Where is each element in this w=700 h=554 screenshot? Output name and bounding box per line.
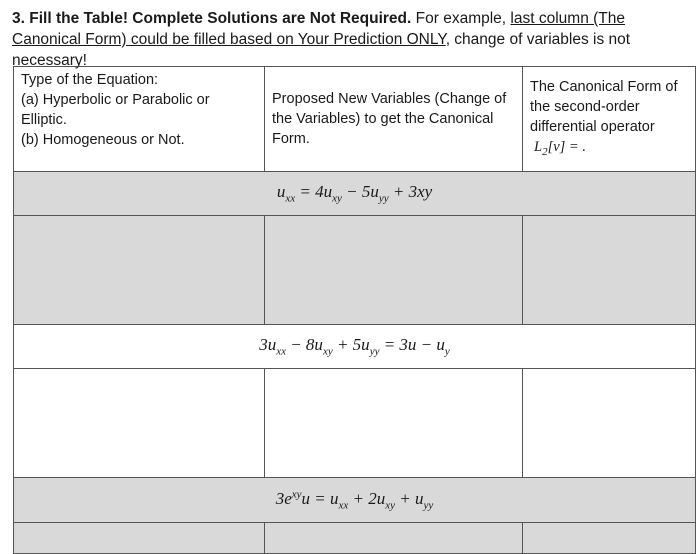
header-row: [14, 67, 696, 172]
answer-cell-canonical-1[interactable]: [523, 216, 696, 325]
answer-table: [13, 66, 696, 554]
header-col3-line: differential operator: [530, 118, 655, 135]
equation-1-text: $u_{xx} = 4u_{xy} - 5u_{yy} + 3xy$: [276, 182, 433, 205]
answer-cell-variables-1[interactable]: [265, 216, 523, 325]
answer-row-2: [14, 369, 696, 478]
header-col3-line: The Canonical Form of: [530, 78, 678, 95]
header-type-of-equation: [14, 67, 265, 172]
equation-3-text: $3e^{xy}u = u_{xx} + 2u_{xy} + u_{yy}$: [275, 488, 434, 512]
header-new-variables: [265, 67, 523, 172]
answer-cell-type-3[interactable]: [14, 523, 265, 554]
answer-cell-variables-2[interactable]: [265, 369, 523, 478]
header-col1-line: (a) Hyperbolic or Parabolic or: [21, 92, 210, 108]
equation-2-text: $3u_{xx} - 8u_{xy} + 5u_{yy} = 3u - u_y$: [259, 335, 450, 358]
answer-cell-canonical-3[interactable]: [523, 523, 696, 554]
equation-3: [14, 478, 696, 523]
problem-plain-text: For example,: [415, 10, 507, 27]
header-col1-line: Elliptic.: [21, 112, 67, 128]
header-col2-line: the Variables) to get the Canonical: [272, 111, 494, 127]
answer-cell-canonical-2[interactable]: [523, 369, 696, 478]
problem-bold-instruction: Fill the Table! Complete Solutions are Not Required.: [29, 10, 412, 27]
header-col1-line: (b) Homogeneous or Not.: [21, 132, 185, 148]
header-col2-line: Proposed New Variables (Change of: [272, 91, 507, 107]
header-col3-formula: $L_2[v]$ = .: [534, 138, 586, 158]
equation-row-2: [14, 325, 696, 369]
header-canonical-form: [523, 67, 696, 172]
equation-row-3: [14, 478, 696, 523]
problem-rest-text: , change of variables is not necessary!: [12, 31, 631, 69]
answer-cell-variables-3[interactable]: [265, 523, 523, 554]
problem-statement: [12, 8, 692, 71]
answer-row-1: [14, 216, 696, 325]
problem-underlined-text: last column (The Canonical Form) could be filled based on Your Prediction ONLY: [12, 10, 625, 48]
equation-row-1: [14, 172, 696, 216]
answer-cell-type-1[interactable]: [14, 216, 265, 325]
answer-cell-type-2[interactable]: [14, 369, 265, 478]
answer-row-3: [14, 523, 696, 554]
equation-2: [14, 325, 696, 369]
problem-number: 3.: [12, 10, 25, 27]
equation-1: [14, 172, 696, 216]
header-col2-line: Form.: [272, 131, 310, 147]
header-col3-line: the second-order: [530, 98, 640, 115]
header-col1-line: Type of the Equation:: [21, 72, 159, 88]
